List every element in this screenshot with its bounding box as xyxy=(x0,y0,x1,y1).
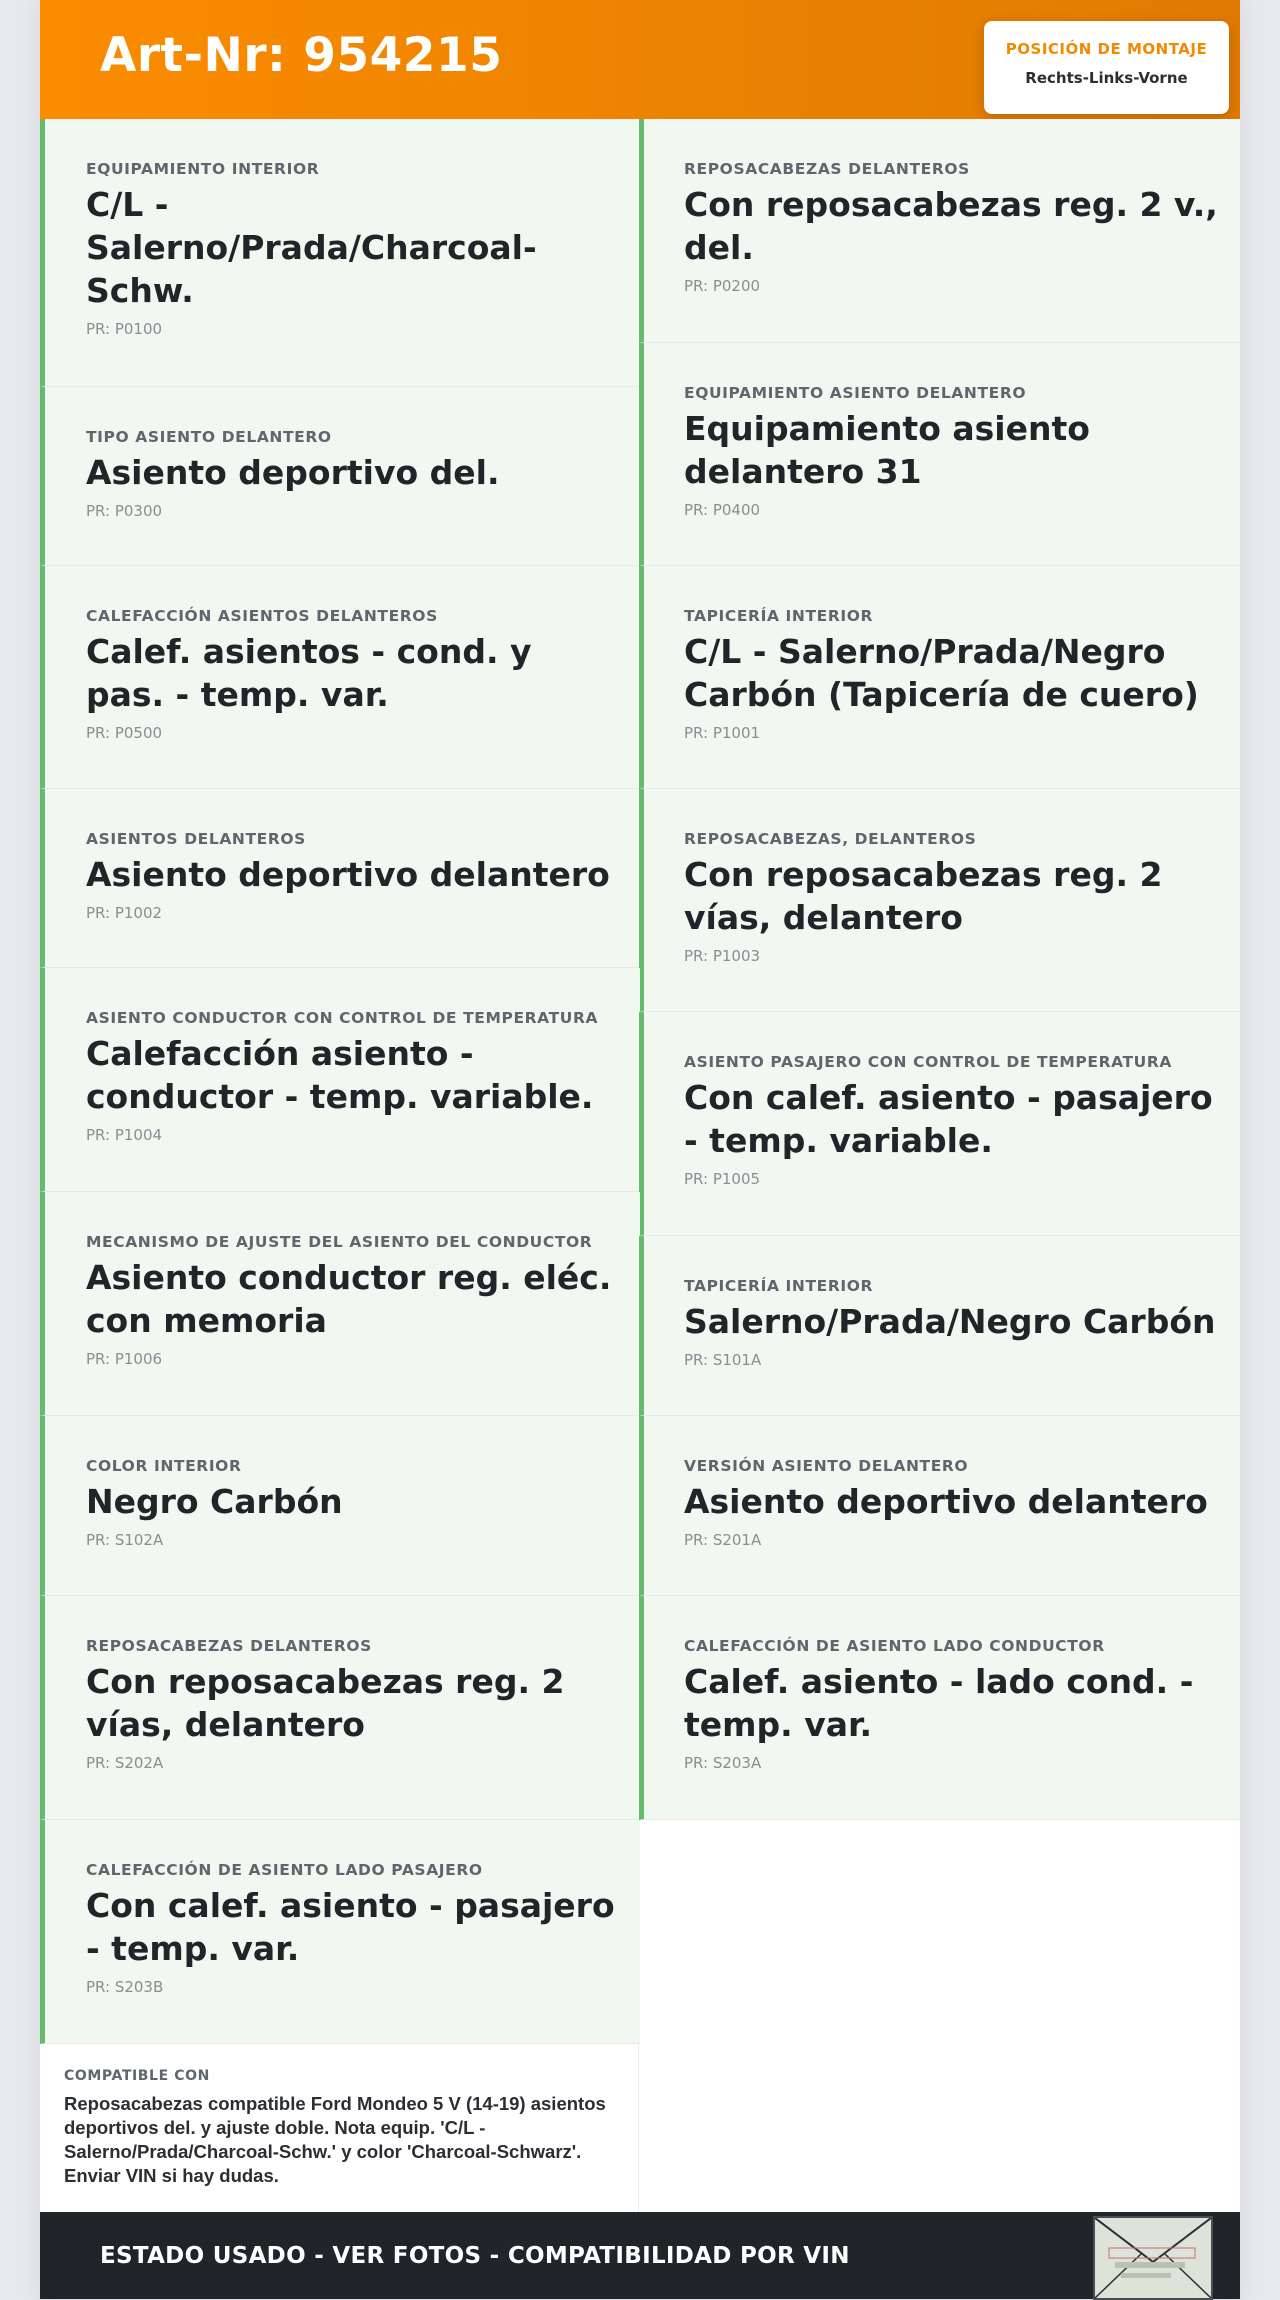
equipment-cell-code: PR: P1005 xyxy=(684,1170,761,1188)
equipment-cell xyxy=(40,789,640,968)
equipment-cell-label: MECANISMO DE AJUSTE DEL ASIENTO DEL CONDUCTOR xyxy=(86,1233,593,1251)
equipment-cell-value: Asiento conductor reg. eléc. con memoria xyxy=(86,1258,612,1340)
equipment-cell-value: Con calef. asiento - pasajero - temp. var. xyxy=(86,1886,615,1968)
equipment-cell xyxy=(639,1236,1240,1416)
equipment-cell xyxy=(639,1596,1240,1820)
equipment-cell-value: Con reposacabezas reg. 2 vías, delantero xyxy=(86,1662,565,1744)
equipment-cell-value: C/L - Salerno/Prada/Charcoal-Schw. xyxy=(86,185,537,310)
equipment-cell xyxy=(40,1820,640,2044)
equipment-cell-label: CALEFACCIÓN ASIENTOS DELANTEROS xyxy=(86,607,438,625)
equipment-cell xyxy=(40,1416,640,1596)
equipment-cell xyxy=(639,789,1240,1012)
equipment-cell-value: Calefacción asiento - conductor - temp. variable. xyxy=(86,1034,594,1116)
equipment-cell-label: TIPO ASIENTO DELANTERO xyxy=(86,428,332,446)
equipment-cell-label: ASIENTO CONDUCTOR CON CONTROL DE TEMPERATURA xyxy=(86,1009,599,1027)
equipment-cell-value: Asiento deportivo delantero xyxy=(684,1482,1208,1521)
page xyxy=(40,0,1240,2299)
equipment-cell-label: TAPICERÍA INTERIOR xyxy=(684,1277,874,1295)
equipment-cell xyxy=(40,1192,640,1416)
equipment-cell-value: Con calef. asiento - pasajero - temp. variable. xyxy=(684,1078,1213,1160)
equipment-cell xyxy=(639,1012,1240,1236)
compatibility-section xyxy=(40,2044,639,2212)
envelope-stamp-icon xyxy=(1093,2216,1213,2300)
mounting-position-box xyxy=(984,21,1229,114)
equipment-cell xyxy=(40,387,640,566)
equipment-cell-label: CALEFACCIÓN DE ASIENTO LADO CONDUCTOR xyxy=(684,1637,1105,1655)
equipment-cell-value: Calef. asientos - cond. y pas. - temp. var. xyxy=(86,632,532,714)
header-bar xyxy=(40,0,1240,119)
equipment-cell-value: C/L - Salerno/Prada/Negro Carbón (Tapicería de cuero) xyxy=(684,632,1199,714)
equipment-cell-code: PR: S101A xyxy=(684,1351,762,1369)
equipment-cell-label: ASIENTOS DELANTEROS xyxy=(86,830,306,848)
equipment-cell-label: COLOR INTERIOR xyxy=(86,1457,242,1475)
equipment-cell-code: PR: S202A xyxy=(86,1754,164,1772)
equipment-cell-code: PR: P0500 xyxy=(86,724,163,742)
equipment-cell-value: Asiento deportivo del. xyxy=(86,453,500,492)
equipment-cell-label: VERSIÓN ASIENTO DELANTERO xyxy=(684,1457,969,1475)
equipment-cell-label: REPOSACABEZAS DELANTEROS xyxy=(684,160,970,178)
equipment-cell-value: Negro Carbón xyxy=(86,1482,343,1521)
equipment-cell-code: PR: P1003 xyxy=(684,947,761,965)
equipment-cell xyxy=(639,1416,1240,1596)
equipment-cell xyxy=(40,119,640,387)
equipment-cell-label: EQUIPAMIENTO INTERIOR xyxy=(86,160,320,178)
equipment-cell-code: PR: P0400 xyxy=(684,501,761,519)
equipment-cell-label: REPOSACABEZAS DELANTEROS xyxy=(86,1637,372,1655)
equipment-cell-code: PR: P1006 xyxy=(86,1350,163,1368)
equipment-cell xyxy=(639,119,1240,343)
compatibility-text: Reposacabezas compatible Ford Mondeo 5 V (14-19) asientos deportivos del. y ajuste doble. Nota equip. 'C/L - Salerno/Prada/Charcoal-Schw.' y color 'Charcoal-Schwarz'. Enviar VIN si hay dudas. xyxy=(64,2093,606,2186)
equipment-cell-code: PR: P1004 xyxy=(86,1126,163,1144)
equipment-cell xyxy=(639,343,1240,566)
equipment-cell-value: Salerno/Prada/Negro Carbón xyxy=(684,1302,1216,1341)
equipment-cell-code: PR: S203B xyxy=(86,1978,164,1996)
equipment-cell-label: EQUIPAMIENTO ASIENTO DELANTERO xyxy=(684,384,1027,402)
equipment-cell-code: PR: S201A xyxy=(684,1531,762,1549)
equipment-cell xyxy=(639,566,1240,789)
equipment-cell-label: ASIENTO PASAJERO CON CONTROL DE TEMPERATURA xyxy=(684,1053,1172,1071)
equipment-cell-value: Asiento deportivo delantero xyxy=(86,855,610,894)
equipment-cell-code: PR: P1002 xyxy=(86,904,163,922)
equipment-cell-code: PR: P0300 xyxy=(86,502,163,520)
equipment-cell-label: CALEFACCIÓN DE ASIENTO LADO PASAJERO xyxy=(86,1861,483,1879)
mounting-position-value: Rechts-Links-Vorne xyxy=(1025,69,1188,87)
equipment-cell xyxy=(40,566,640,789)
article-number-title: Art-Nr: 954215 xyxy=(100,28,503,83)
equipment-cell-code: PR: P0200 xyxy=(684,277,761,295)
equipment-cell-value: Calef. asiento - lado cond. - temp. var. xyxy=(684,1662,1194,1744)
equipment-cell-code: PR: S203A xyxy=(684,1754,762,1772)
footer-status-text: ESTADO USADO - VER FOTOS - COMPATIBILIDAD POR VIN xyxy=(100,2243,850,2269)
compatibility-label: COMPATIBLE CON xyxy=(64,2068,210,2084)
equipment-cell-code: PR: S102A xyxy=(86,1531,164,1549)
equipment-cell xyxy=(40,968,640,1192)
footer-bar xyxy=(40,2212,1240,2299)
equipment-cell xyxy=(40,1596,640,1820)
mounting-position-label: POSICIÓN DE MONTAJE xyxy=(1005,40,1208,58)
equipment-cell-code: PR: P0100 xyxy=(86,320,163,338)
equipment-cell-value: Con reposacabezas reg. 2 v., del. xyxy=(684,185,1218,267)
equipment-cell-value: Con reposacabezas reg. 2 vías, delantero xyxy=(684,855,1163,937)
equipment-cell-value: Equipamiento asiento delantero 31 xyxy=(684,409,1090,491)
equipment-cell-label: TAPICERÍA INTERIOR xyxy=(684,607,874,625)
equipment-cell-label: REPOSACABEZAS, DELANTEROS xyxy=(684,830,977,848)
equipment-cell-code: PR: P1001 xyxy=(684,724,761,742)
